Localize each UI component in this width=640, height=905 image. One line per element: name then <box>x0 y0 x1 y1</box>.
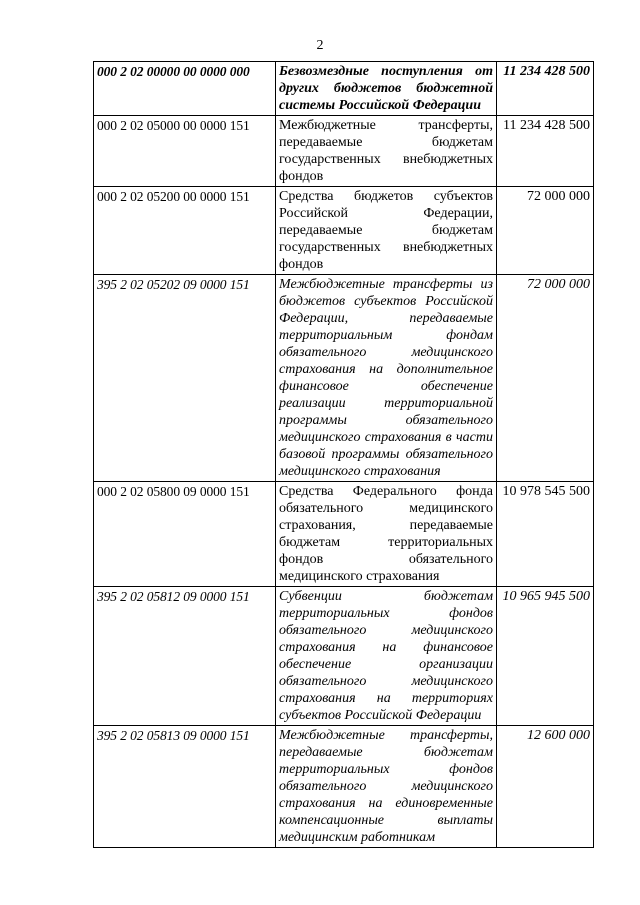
revenue-name: Межбюджетные трансферты, передаваемые бюджетам территориальных фондов обязательного медицинского страхования на единовременные компенсационные выплаты медицинским работникам <box>276 726 497 848</box>
page-number: 2 <box>316 38 324 53</box>
revenue-name: Субвенции бюджетам территориальных фондов обязательного медицинского страхования на финансовое обеспечение организации обязательного медицинского страхования на территориях субъектов Российской Федерации <box>276 587 497 726</box>
revenue-name: Средства Федерального фонда обязательного медицинского страхования, передаваемые бюджетам территориальных фондов обязательного медицинского страхования <box>276 482 497 587</box>
classification-code: 395 2 02 05812 09 0000 151 <box>94 587 276 726</box>
revenue-name: Средства бюджетов субъектов Российской Федерации, передаваемые бюджетам государственных внебюджетных фондов <box>276 187 497 275</box>
table-row <box>94 482 594 587</box>
amount: 72 000 000 <box>497 187 594 275</box>
classification-code: 000 2 02 00000 00 0000 000 <box>94 62 276 116</box>
amount: 72 000 000 <box>497 275 594 482</box>
table-row <box>94 116 594 187</box>
revenue-name: Безвозмездные поступления от других бюджетов бюджетной системы Российской Федерации <box>276 62 497 116</box>
amount: 11 234 428 500 <box>497 62 594 116</box>
table-row <box>94 187 594 275</box>
classification-code: 395 2 02 05202 09 0000 151 <box>94 275 276 482</box>
revenue-name: Межбюджетные трансферты, передаваемые бюджетам государственных внебюджетных фондов <box>276 116 497 187</box>
amount: 11 234 428 500 <box>497 116 594 187</box>
table-row <box>94 587 594 726</box>
amount: 10 965 945 500 <box>497 587 594 726</box>
amount: 10 978 545 500 <box>497 482 594 587</box>
classification-code: 000 2 02 05800 09 0000 151 <box>94 482 276 587</box>
classification-code: 000 2 02 05200 00 0000 151 <box>94 187 276 275</box>
revenue-name: Межбюджетные трансферты из бюджетов субъектов Российской Федерации, передаваемые территориальным фондам обязательного медицинского страхования на дополнительное финансовое обеспечение реализации территориальной программы обязательного медицинского страхования в части базовой программы обязательного медицинского страхования <box>276 275 497 482</box>
table-row <box>94 726 594 848</box>
amount: 12 600 000 <box>497 726 594 848</box>
classification-code: 000 2 02 05000 00 0000 151 <box>94 116 276 187</box>
table-row <box>94 275 594 482</box>
budget-revenue-table <box>93 61 594 848</box>
classification-code: 395 2 02 05813 09 0000 151 <box>94 726 276 848</box>
table-row <box>94 62 594 116</box>
